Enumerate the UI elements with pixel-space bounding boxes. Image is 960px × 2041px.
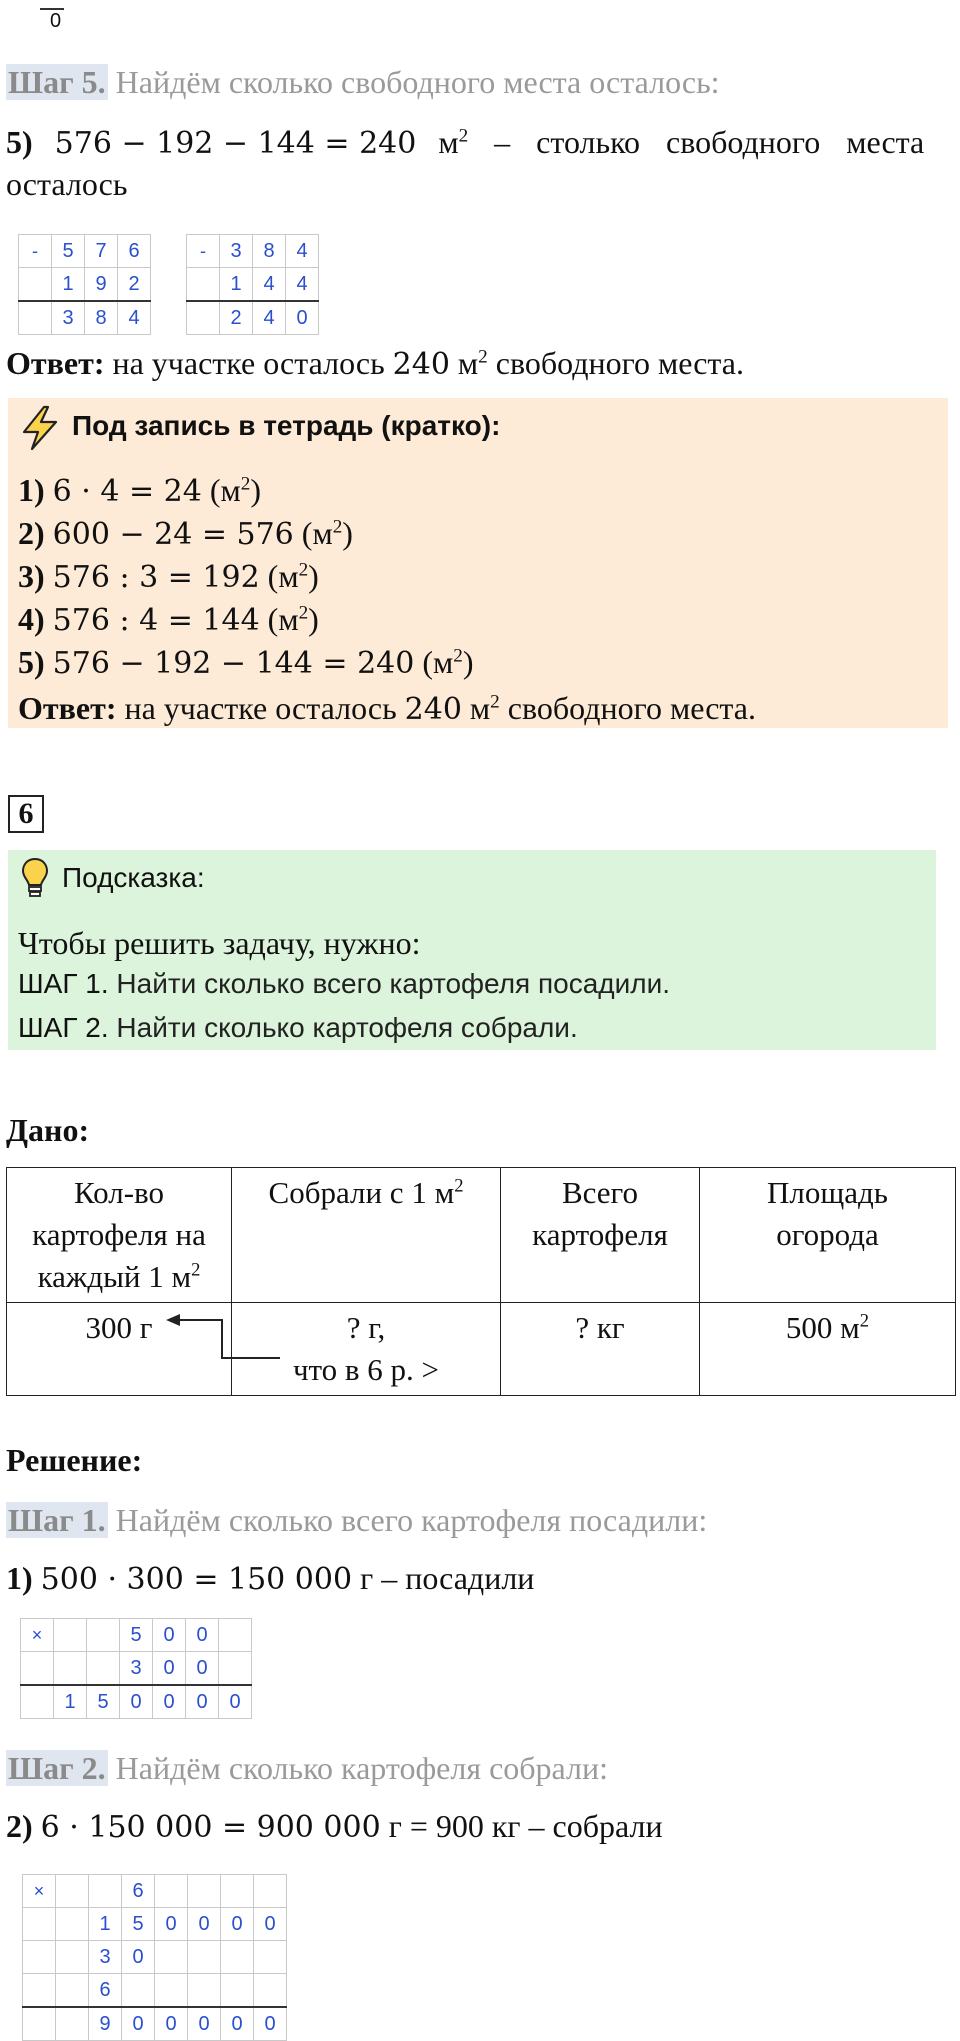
answer1-unit: м — [449, 345, 479, 381]
given-header-amount: Кол-во картофеля на каждый 1 $м^2$ — [7, 1168, 232, 1303]
line5-expr: 576 − 192 − 144 = 240 — [54, 126, 417, 161]
hint-title: Подсказка: — [62, 862, 205, 893]
lightning-icon — [18, 404, 62, 452]
digit-cell — [56, 1974, 89, 2008]
digit-cell — [188, 1875, 221, 1908]
notebook-line-unit: (м — [201, 472, 241, 508]
digit-cell — [122, 1974, 155, 2008]
digit-cell: 0 — [122, 2007, 155, 2041]
notebook-line — [18, 515, 353, 552]
notebook-answer-num: 240 — [404, 692, 462, 727]
digit-cell: 0 — [186, 1685, 219, 1719]
notebook-answer — [18, 690, 756, 727]
digit-cell: 0 — [153, 1685, 186, 1719]
hint-step-text: Найти сколько картофеля собрали. — [108, 1012, 578, 1043]
digit-cell — [188, 1941, 221, 1974]
digit-cell — [54, 1652, 87, 1686]
notebook-line-sup: 2 — [298, 559, 309, 581]
line5-unit: м — [438, 124, 459, 160]
digit-cell — [56, 1941, 89, 1974]
digit-cell: 3 — [52, 301, 85, 335]
digit-cell: 8 — [253, 235, 286, 268]
digit-cell: 1 — [52, 268, 85, 302]
digit-cell — [54, 1619, 87, 1652]
line2 — [6, 1808, 663, 1845]
notebook-line-close: ) — [308, 601, 319, 637]
subtraction-grid-a — [18, 234, 151, 335]
notebook-line-unit: (м — [259, 558, 299, 594]
multiplication-grid-c — [20, 1618, 252, 1719]
digit-cell — [221, 1974, 254, 2008]
operator-cell: × — [23, 1875, 56, 1908]
line5-num: 5) — [6, 124, 33, 160]
hint-step-label: ШАГ 1. — [18, 968, 109, 999]
operator-cell: - — [187, 235, 220, 268]
digit-cell: 0 — [188, 2007, 221, 2041]
digit-cell: 1 — [89, 1908, 122, 1941]
line5-sup: 2 — [458, 125, 469, 147]
operator-cell — [19, 301, 52, 335]
digit-cell: 4 — [253, 268, 286, 302]
notebook-line-close: ) — [308, 558, 319, 594]
multiplication-grid-d — [22, 1874, 287, 2041]
notebook-line-expr: 6 · 4 = 24 — [52, 474, 202, 509]
notebook-line-sup: 2 — [240, 473, 251, 495]
digit-cell: 0 — [122, 1941, 155, 1974]
step2-heading — [6, 1750, 608, 1787]
step5-heading — [6, 64, 720, 101]
digit-cell: 0 — [254, 2007, 287, 2041]
answer1-pre: на участке осталось — [104, 345, 393, 381]
notebook-line-expr: 576 − 192 − 144 = 240 — [52, 646, 415, 681]
line1 — [6, 1560, 534, 1597]
given-header-area: Площадь огорода — [700, 1168, 956, 1303]
notebook-line — [18, 644, 473, 681]
answer1-post: свободного места. — [487, 345, 744, 381]
operator-cell — [21, 1652, 54, 1686]
hint-step — [18, 1012, 578, 1044]
operator-cell — [187, 301, 220, 335]
digit-cell: 4 — [286, 235, 319, 268]
digit-cell — [219, 1652, 252, 1686]
digit-cell: 3 — [220, 235, 253, 268]
digit-cell: 5 — [120, 1619, 153, 1652]
operator-cell — [23, 2007, 56, 2041]
notebook-answer-unit: м — [461, 690, 491, 726]
notebook-line-num: 1) — [18, 472, 45, 508]
answer1-label: Ответ: — [6, 345, 105, 381]
digit-cell: 6 — [118, 235, 151, 268]
digit-cell: 4 — [286, 268, 319, 302]
answer1-sup: 2 — [478, 346, 488, 368]
digit-cell — [56, 2007, 89, 2041]
notebook-line-num: 3) — [18, 558, 45, 594]
operator-cell — [19, 268, 52, 302]
notebook-line-num: 2) — [18, 515, 45, 551]
hint-step-text: Найти сколько всего картофеля посадили. — [108, 968, 671, 999]
digit-cell: 2 — [220, 301, 253, 335]
step1-heading — [6, 1502, 707, 1539]
digit-cell: 1 — [54, 1685, 87, 1719]
digit-cell: 0 — [286, 301, 319, 335]
given-header-total: Всего картофеля — [501, 1168, 700, 1303]
digit-cell: 6 — [89, 1974, 122, 2008]
hint-intro: Чтобы решить задачу, нужно: — [18, 925, 421, 961]
solution-title: Решение: — [6, 1442, 143, 1478]
digit-cell — [221, 1941, 254, 1974]
notebook-line-sup: 2 — [453, 645, 463, 667]
digit-cell: 4 — [118, 301, 151, 335]
digit-cell: 2 — [118, 268, 151, 302]
step2-label: Шаг 2. — [8, 1750, 106, 1786]
digit-cell: 0 — [219, 1685, 252, 1719]
answer1-num: 240 — [392, 347, 450, 382]
digit-cell — [219, 1619, 252, 1652]
lightbulb-icon — [20, 856, 50, 900]
hint-step-label: ШАГ 2. — [18, 1012, 109, 1043]
notebook-line-expr: 576 : 3 = 192 — [52, 560, 260, 595]
step2-text: Найдём сколько картофеля собрали: — [107, 1750, 609, 1786]
given-cell-amount: 300 г — [7, 1303, 232, 1396]
given-table — [6, 1167, 956, 1396]
digit-cell — [87, 1619, 120, 1652]
line1-num: 1) — [6, 1560, 33, 1596]
digit-cell — [254, 1974, 287, 2008]
notebook-line-num: 5) — [18, 644, 45, 680]
notebook-line — [18, 558, 319, 595]
notebook-answer-sup: 2 — [490, 691, 500, 713]
notebook-answer-post: свободного места. — [499, 690, 756, 726]
digit-cell — [56, 1908, 89, 1941]
digit-cell: 0 — [186, 1652, 219, 1686]
digit-cell — [254, 1941, 287, 1974]
digit-cell — [155, 1941, 188, 1974]
digit-cell — [89, 1875, 122, 1908]
notebook-line-num: 4) — [18, 601, 45, 637]
step1-text: Найдём сколько всего картофеля посадили: — [107, 1502, 708, 1538]
digit-cell — [221, 1875, 254, 1908]
digit-cell: 5 — [87, 1685, 120, 1719]
digit-cell — [87, 1652, 120, 1686]
line2-expr: 6 · 150 000 = 900 000 — [40, 1810, 381, 1845]
digit-cell — [254, 1875, 287, 1908]
digit-cell: 3 — [120, 1652, 153, 1686]
notebook-line-close: ) — [250, 472, 261, 508]
digit-cell: 6 — [122, 1875, 155, 1908]
operator-cell: × — [21, 1619, 54, 1652]
line5 — [6, 124, 952, 161]
step5-text: Найдём сколько свободного места осталось: — [107, 64, 720, 100]
step1-label: Шаг 1. — [8, 1502, 106, 1538]
digit-cell: 0 — [188, 1908, 221, 1941]
notebook-title: Под запись в тетрадь (кратко): — [72, 410, 501, 441]
notebook-line-sup: 2 — [332, 516, 343, 538]
given-title: Дано: — [6, 1112, 90, 1148]
operator-cell: - — [19, 235, 52, 268]
operator-cell — [187, 268, 220, 302]
digit-cell: 0 — [153, 1619, 186, 1652]
given-cell-collected: ? г, что в 6 р. > — [232, 1303, 501, 1396]
digit-cell: 0 — [221, 1908, 254, 1941]
subtraction-grid-b — [186, 234, 319, 335]
digit-cell — [56, 1875, 89, 1908]
digit-cell — [155, 1875, 188, 1908]
step5-label: Шаг 5. — [8, 64, 106, 100]
line2-rest: г = 900 кг – собрали — [380, 1808, 663, 1844]
answer1 — [6, 345, 744, 382]
notebook-answer-label: Ответ: — [18, 690, 117, 726]
notebook-line-close: ) — [462, 644, 474, 680]
notebook-line-expr: 600 − 24 = 576 — [52, 517, 294, 552]
notebook-line — [18, 601, 319, 638]
digit-cell — [155, 1974, 188, 2008]
notebook-line-unit: (м — [293, 515, 333, 551]
task-number: 6 — [8, 795, 44, 833]
relation-arrow — [160, 1304, 300, 1364]
digit-cell: 1 — [220, 268, 253, 302]
notebook-line-expr: 576 : 4 = 144 — [52, 603, 260, 638]
operator-cell — [23, 1974, 56, 2008]
digit-cell: 4 — [253, 301, 286, 335]
hint-step — [18, 968, 670, 1000]
top-digit: 0 — [50, 10, 62, 32]
digit-cell: 0 — [221, 2007, 254, 2041]
notebook-line-unit: (м — [414, 644, 454, 680]
line5-rest: – столько свободного места — [468, 124, 925, 160]
digit-cell: 0 — [153, 1652, 186, 1686]
line2-num: 2) — [6, 1808, 33, 1844]
digit-cell: 3 — [89, 1941, 122, 1974]
digit-cell: 5 — [122, 1908, 155, 1941]
digit-cell: 0 — [155, 1908, 188, 1941]
notebook-answer-pre: на участке осталось — [116, 690, 405, 726]
operator-cell — [21, 1685, 54, 1719]
notebook-line — [18, 472, 261, 509]
notebook-line-close: ) — [342, 515, 353, 551]
digit-cell: 0 — [186, 1619, 219, 1652]
given-header-collected: Собрали с 1 $м^2$ — [232, 1168, 501, 1303]
digit-cell: 0 — [254, 1908, 287, 1941]
digit-cell: 9 — [89, 2007, 122, 2041]
digit-cell — [188, 1974, 221, 2008]
digit-cell: 0 — [120, 1685, 153, 1719]
digit-cell: 8 — [85, 301, 118, 335]
notebook-line-unit: (м — [259, 601, 299, 637]
line5-cont: осталось — [6, 166, 128, 202]
line1-expr: 500 · 300 = 150 000 — [40, 1562, 353, 1597]
digit-cell: 5 — [52, 235, 85, 268]
digit-cell: 9 — [85, 268, 118, 302]
operator-cell — [23, 1941, 56, 1974]
operator-cell — [23, 1908, 56, 1941]
given-cell-total: ? кг — [501, 1303, 700, 1396]
digit-cell: 0 — [155, 2007, 188, 2041]
digit-cell: 7 — [85, 235, 118, 268]
notebook-line-sup: 2 — [298, 602, 309, 624]
line1-rest: г – посадили — [352, 1560, 535, 1596]
given-cell-area: 500 $м^2$ — [700, 1303, 956, 1396]
